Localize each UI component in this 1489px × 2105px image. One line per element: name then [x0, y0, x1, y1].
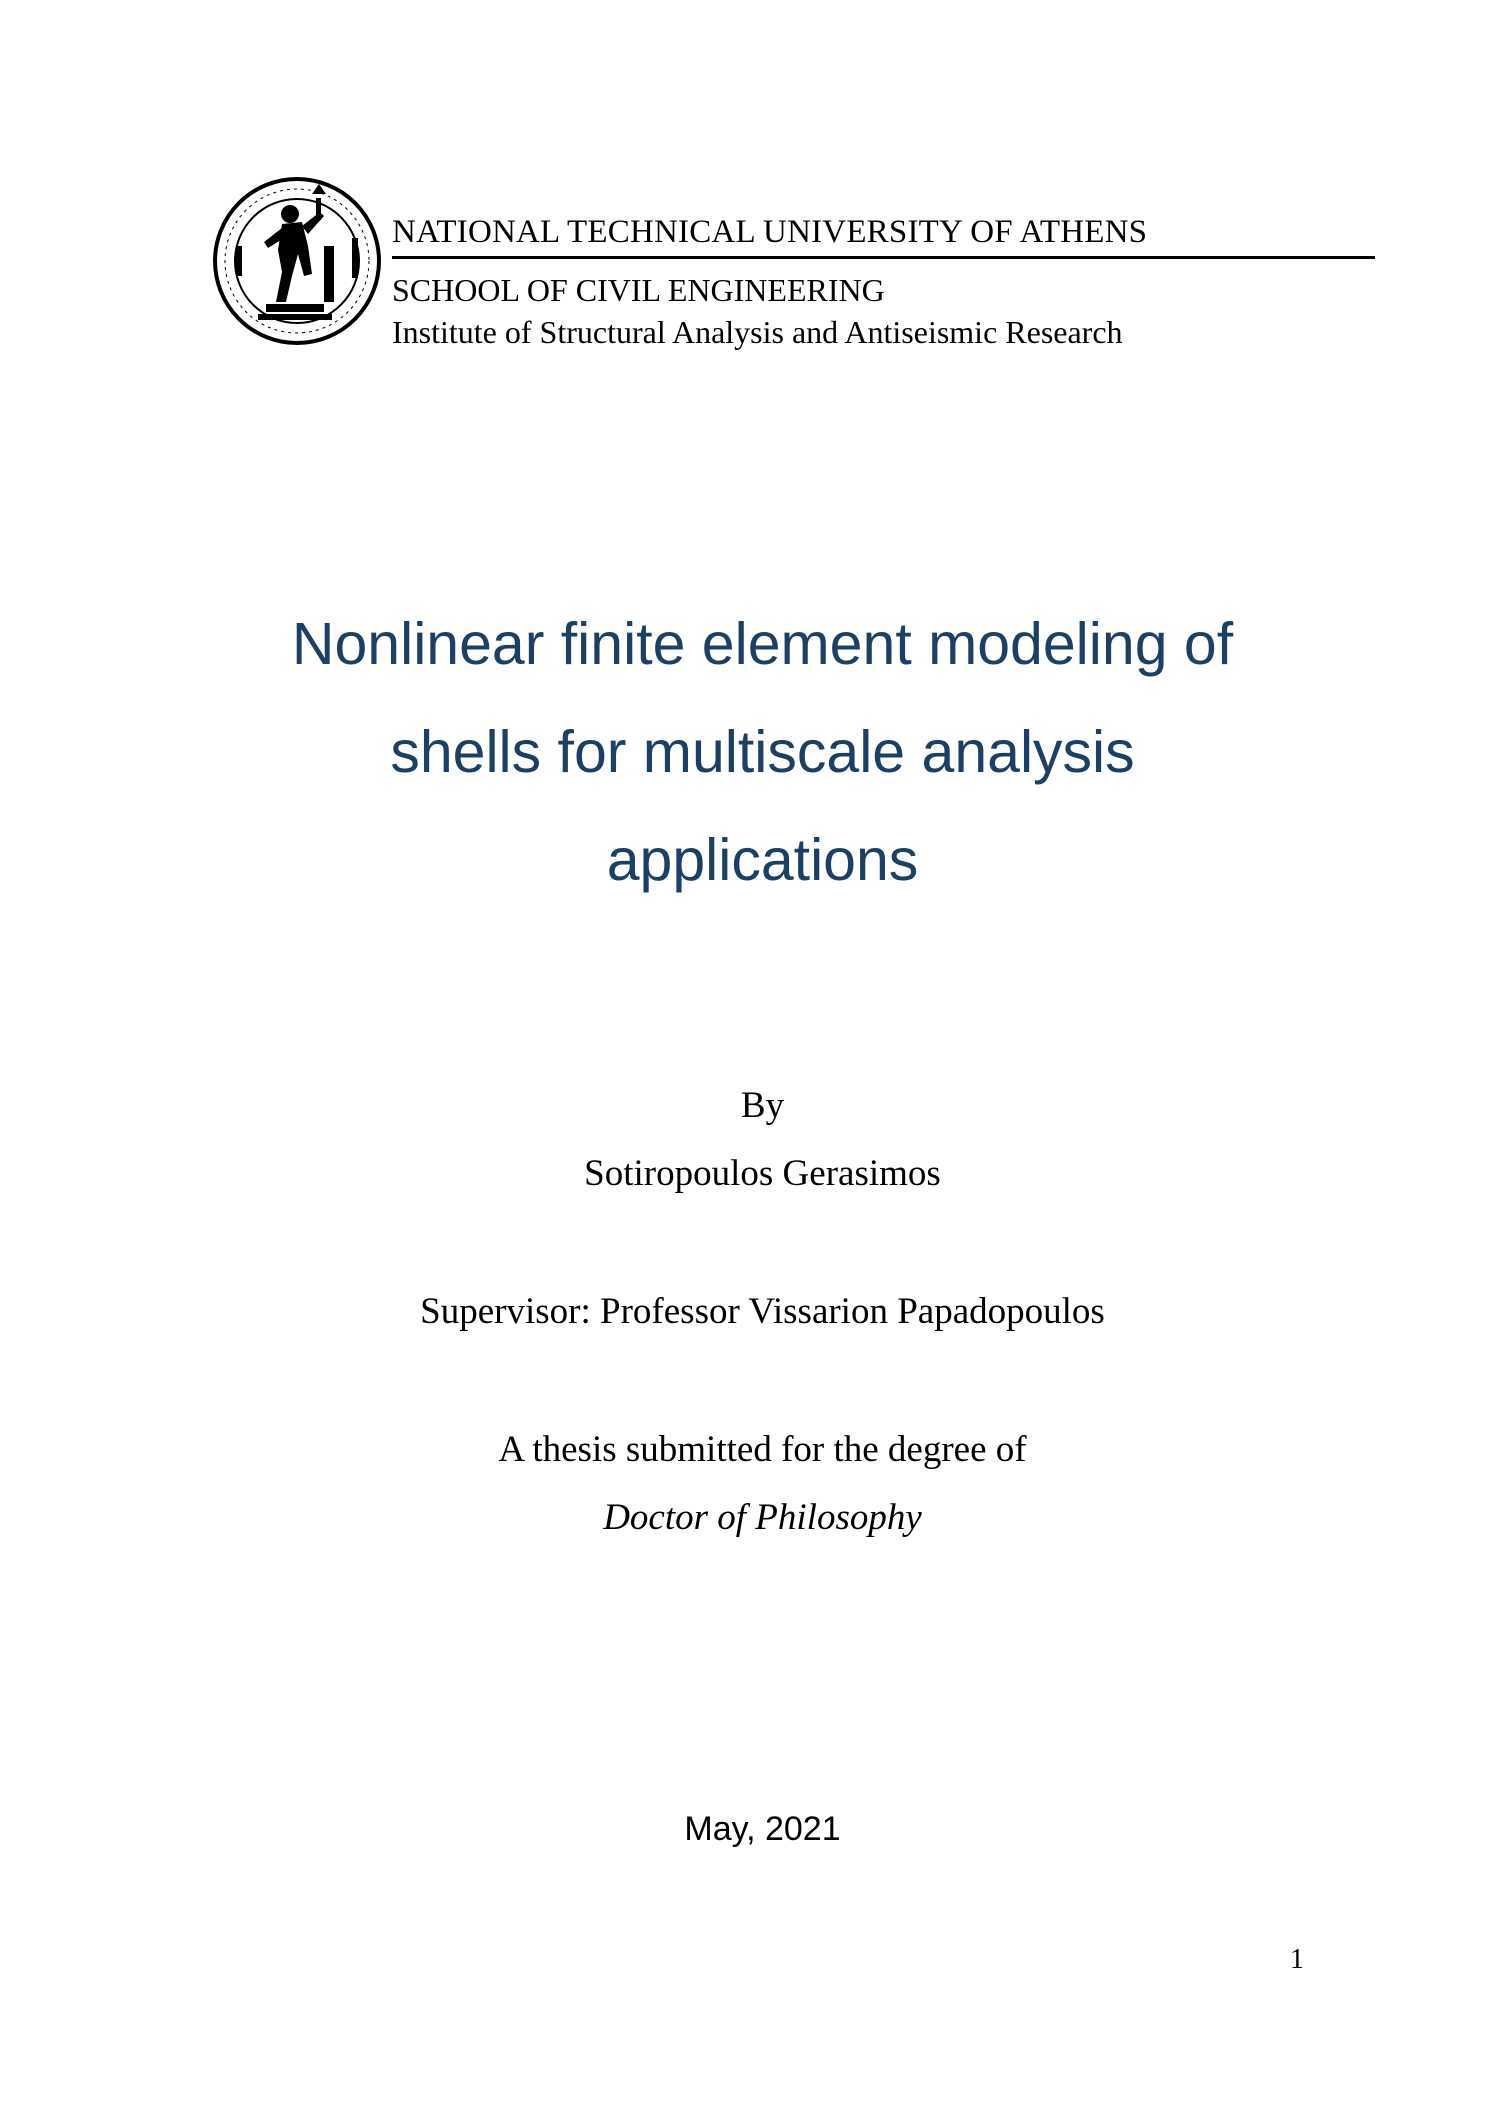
author-name: Sotiropoulos Gerasimos [584, 1153, 941, 1194]
institute-name: Institute of Structural Analysis and Antiseismic Research [392, 314, 1123, 350]
thesis-title [0, 590, 1489, 914]
university-seal-icon [212, 176, 382, 346]
thesis-title-line-1: Nonlinear finite element modeling of [291, 611, 1234, 677]
degree-name: Doctor of Philosophy [603, 1497, 922, 1538]
page-number: 1 [1290, 1944, 1304, 1975]
supervisor-line: Supervisor: Professor Vissarion Papadopoulos [420, 1291, 1105, 1332]
submission-date: May, 2021 [684, 1810, 841, 1848]
university-name: NATIONAL TECHNICAL UNIVERSITY OF ATHENS [392, 210, 1375, 259]
by-label: By [740, 1085, 785, 1126]
school-name: SCHOOL OF CIVIL ENGINEERING [392, 272, 885, 308]
thesis-title-line-2: shells for multiscale analysis [390, 719, 1135, 785]
thesis-title-line-3: applications [606, 827, 919, 893]
degree-statement: A thesis submitted for the degree of [498, 1429, 1027, 1470]
